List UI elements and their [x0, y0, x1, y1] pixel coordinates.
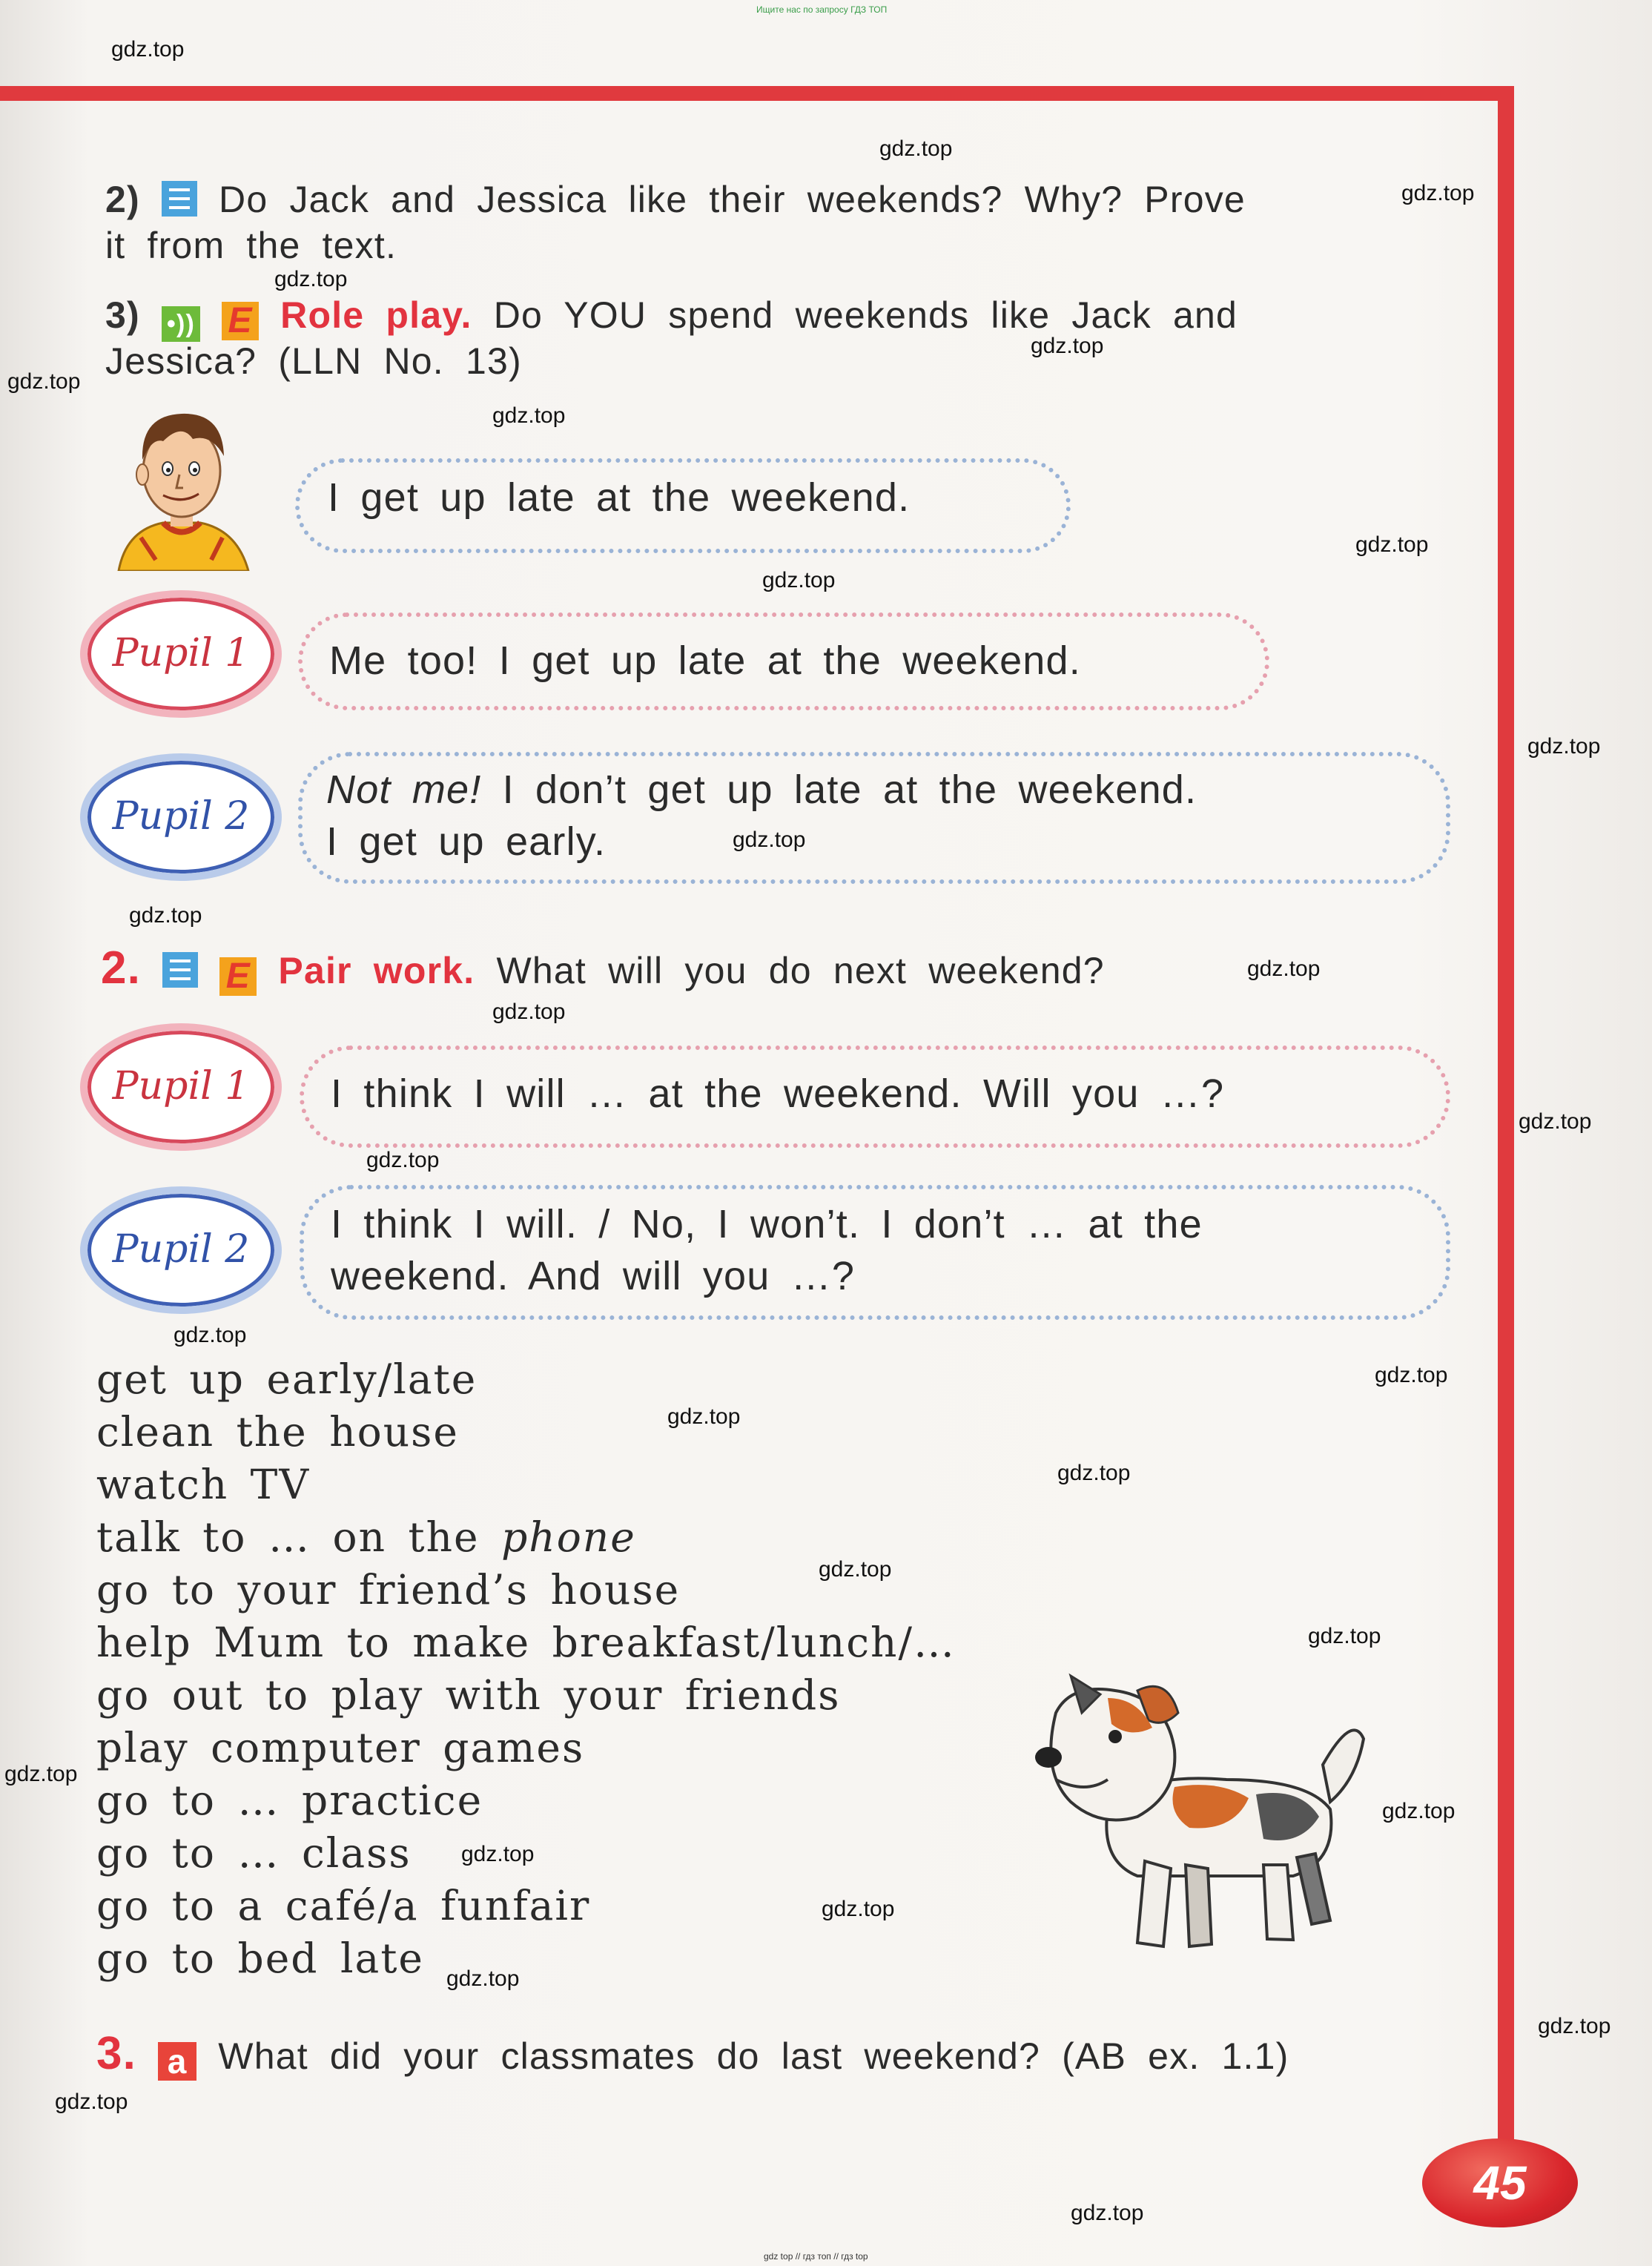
watermark: gdz.top	[762, 568, 836, 592]
watermark: gdz.top	[733, 828, 806, 852]
pupil1-line: Me too! I get up late at the weekend.	[329, 638, 1081, 683]
page-number: 45	[1422, 2138, 1578, 2227]
phrase-phone: phone	[501, 1513, 636, 1561]
list-icon	[162, 952, 198, 988]
task3-number: 3)	[105, 294, 140, 336]
exercise2-title: Pair work.	[278, 950, 475, 991]
watermark: gdz.top	[461, 1842, 535, 1866]
page-frame-top	[0, 86, 1513, 101]
exercise3-question: What did your classmates do last weekend? (AB ex. 1.1)	[218, 2035, 1289, 2077]
phrase-item: go to … practice	[96, 1777, 483, 1824]
pupil2-label: Pupil 2	[112, 794, 250, 839]
phrase-item: go to bed late	[96, 1935, 424, 1982]
phrase-item: get up early/late	[96, 1355, 478, 1403]
exercise3-number: 3.	[96, 2028, 137, 2079]
list-icon	[162, 181, 197, 217]
watermark: gdz.top	[4, 1762, 78, 1786]
exercise3-line	[96, 2027, 1289, 2081]
boy-illustration	[111, 400, 252, 571]
task2-number: 2)	[105, 179, 140, 220]
watermark: gdz.top	[1538, 2014, 1611, 2038]
watermark: gdz.top	[1057, 1461, 1131, 1485]
task3-line2: Jessica? (LLN No. 13)	[105, 340, 522, 382]
pupil1-badge	[80, 590, 282, 718]
footer-note: gdz top // гдз топ // гдз top	[764, 2251, 868, 2262]
watermark: gdz.top	[822, 1897, 895, 1921]
watermark: gdz.top	[1308, 1624, 1381, 1648]
watermark: gdz.top	[1247, 957, 1321, 981]
watermark: gdz.top	[366, 1148, 440, 1172]
phrase-item: clean the house	[96, 1408, 459, 1456]
pupil2-badge	[80, 1186, 282, 1314]
watermark: gdz.top	[7, 369, 81, 394]
watermark: gdz.top	[1401, 181, 1475, 205]
watermark: gdz.top	[129, 903, 202, 928]
pupil2-line1	[326, 767, 1197, 813]
audio-icon: •))	[162, 306, 200, 342]
phrase-item: help Mum to make breakfast/lunch/…	[96, 1619, 956, 1666]
task3-title: Role play.	[280, 294, 472, 336]
e-icon: E	[222, 302, 259, 340]
watermark: gdz.top	[879, 136, 953, 161]
a-icon: a	[158, 2042, 196, 2081]
pupil1-label: Pupil 1	[112, 1064, 250, 1109]
watermark: gdz.top	[492, 1000, 566, 1024]
watermark: gdz.top	[1031, 334, 1104, 358]
watermark: gdz.top	[667, 1404, 741, 1429]
pupil2-label: Pupil 2	[112, 1227, 250, 1272]
phrase-item: go out to play with your friends	[96, 1671, 841, 1719]
phrase-item: go to a café/a funfair	[96, 1882, 591, 1929]
watermark: gdz.top	[446, 1966, 520, 1991]
watermark: gdz.top	[819, 1557, 892, 1582]
phrase-item: go to your friend’s house	[96, 1566, 681, 1613]
watermark: gdz.top	[1382, 1799, 1456, 1823]
watermark: gdz.top	[492, 403, 566, 428]
phrase-item: watch TV	[96, 1461, 311, 1508]
watermark: gdz.top	[274, 267, 348, 291]
pupil2-line2: I get up early.	[326, 819, 607, 864]
pupil2-badge	[80, 753, 282, 881]
header-note: Ищите нас по запросу ГДЗ ТОП	[756, 4, 888, 15]
watermark: gdz.top	[1527, 734, 1601, 759]
watermark: gdz.top	[174, 1323, 247, 1347]
pupil2-line1-rest: I don’t get up late at the weekend.	[502, 767, 1197, 812]
dog-illustration	[1026, 1668, 1372, 1958]
pupil2-line2: weekend. And will you …?	[331, 1254, 856, 1298]
phrase-item	[96, 1513, 636, 1561]
task3-instruction: Do YOU spend weekends like Jack and	[493, 294, 1238, 336]
task2-line2: it from the text.	[105, 225, 397, 266]
watermark: gdz.top	[55, 2090, 128, 2114]
watermark: gdz.top	[111, 37, 185, 62]
watermark: gdz.top	[1519, 1109, 1592, 1134]
exercise2-question: What will you do next weekend?	[496, 950, 1105, 991]
pupil1-line: I think I will … at the weekend. Will you …?	[331, 1071, 1225, 1116]
phrase-item: go to … class	[96, 1829, 412, 1877]
watermark: gdz.top	[1355, 532, 1429, 557]
e-icon: E	[219, 957, 257, 996]
task2-line1	[105, 178, 1246, 221]
pupil2-line1: I think I will. / No, I won’t. I don’t … at the	[331, 1202, 1203, 1246]
exercise2-number: 2.	[101, 942, 142, 994]
exercise2-heading	[101, 942, 1105, 996]
task2-question: Do Jack and Jessica like their weekends? Why? Prove	[219, 179, 1246, 220]
phrase-talk-start: talk to … on the	[96, 1513, 480, 1561]
page-frame-right	[1498, 86, 1514, 2140]
pupil1-label: Pupil 1	[112, 631, 250, 675]
watermark: gdz.top	[1071, 2201, 1144, 2225]
phrase-item: play computer games	[96, 1724, 585, 1771]
watermark: gdz.top	[1375, 1363, 1448, 1387]
pupil1-badge	[80, 1023, 282, 1151]
pupil2-not-me: Not me!	[326, 767, 482, 812]
boy-line: I get up late at the weekend.	[328, 475, 911, 520]
